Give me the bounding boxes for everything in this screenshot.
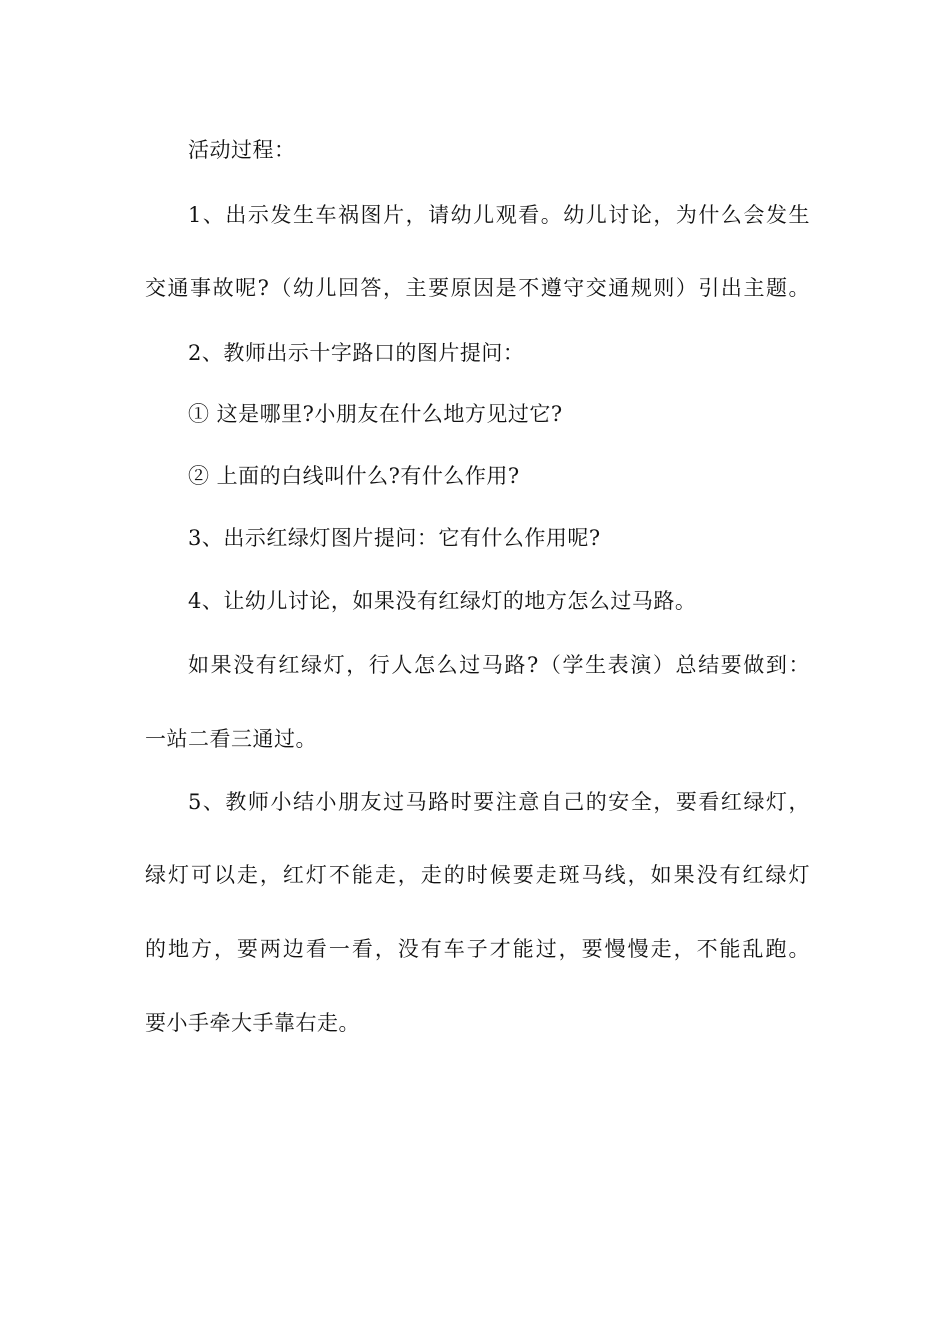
paragraph-line: 3、出示红绿灯图片提问：它有什么作用呢? xyxy=(188,526,601,550)
paragraph-line: 如果没有红绿灯，行人怎么过马路?（学生表演）总结要做到： xyxy=(188,653,810,677)
paragraph-line: 5、教师小结小朋友过马路时要注意自己的安全，要看红绿灯， xyxy=(188,790,810,814)
list-item: ② 上面的白线叫什么?有什么作用? xyxy=(188,464,520,488)
paragraph-line: 4、让幼儿讨论，如果没有红绿灯的地方怎么过马路。 xyxy=(188,589,697,613)
paragraph-line: 一站二看三通过。 xyxy=(145,727,317,751)
list-item: ① 这是哪里?小朋友在什么地方见过它? xyxy=(188,402,563,426)
section-heading: 活动过程： xyxy=(188,138,296,162)
paragraph-line: 交通事故呢?（幼儿回答，主要原因是不遵守交通规则）引出主题。 xyxy=(145,276,810,300)
paragraph-line: 的地方，要两边看一看，没有车子才能过，要慢慢走，不能乱跑。 xyxy=(145,937,810,961)
paragraph-line: 要小手牵大手靠右走。 xyxy=(145,1011,360,1035)
paragraph-line: 绿灯可以走，红灯不能走，走的时候要走斑马线，如果没有红绿灯 xyxy=(145,863,810,887)
paragraph-line: 2、教师出示十字路口的图片提问： xyxy=(188,341,525,365)
paragraph-line: 1、出示发生车祸图片，请幼儿观看。幼儿讨论，为什么会发生 xyxy=(188,203,810,227)
